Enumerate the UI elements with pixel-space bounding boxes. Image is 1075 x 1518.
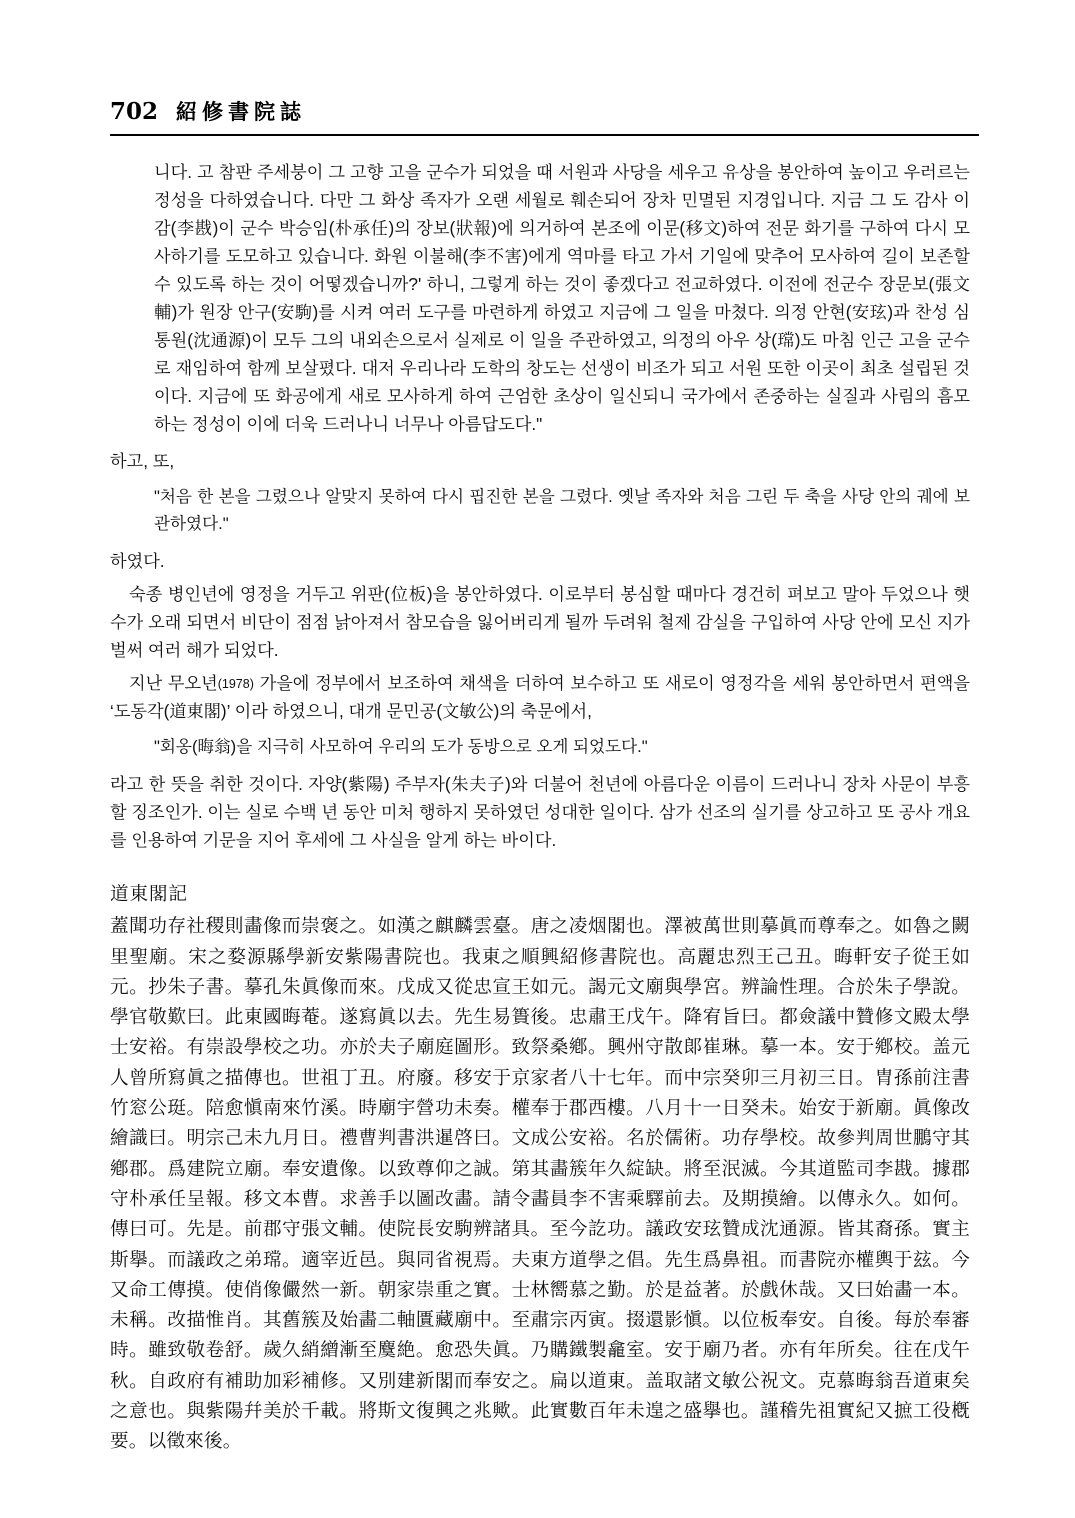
hanmun-body-text: 蓋聞功存社稷則畵像而崇褒之。如漢之麒麟雲臺。唐之凌烟閣也。澤被萬世則摹眞而尊奉之。如魯之闕里聖廟。宋之婺源縣學新安紫陽書院也。我東之順興紹修書院也。高麗忠烈王己丑。晦軒安子從王如元。抄朱子書。摹孔朱眞像而來。戊成又從忠宣王如元。謁元文廟與學宮。辨論性理。合於朱子學說。學官敬歎曰。此東國晦菴。遂寫眞以去。先生易簣後。忠肅王戊午。降宥旨曰。都僉議中贊修文殿太學士安裕。有崇設學校之功。亦於夫子廟庭圖形。致祭桑鄕。興州守散郞崔琳。摹一本。安于鄕校。盖元人曾所寫眞之描傳也。世祖丁丑。府廢。移安于京家者八十七年。而中宗癸卯三月初三日。胄孫前注書竹窓公珽。陪愈愼南來竹溪。時廟宇營功未奏。權奉于郡西樓。八月十一日癸未。始安于新廟。眞像改繪識曰。明宗己未九月日。禮曹判書洪暹啓曰。文成公安裕。名於儒術。功存學校。故參判周世鵬守其鄕郡。爲建院立廟。奉安遺像。以致尊仰之誠。第其畵簇年久綻缺。將至泯滅。今其道監司李戡。據郡守朴承任呈報。移文本曹。求善手以圖改畵。請令畵員李不害乘驛前去。及期摸繪。以傳永久。如何。傳曰可。先是。前郡守張文輔。使院長安駒辨諸具。至今訖功。議政安玹贊成沈通源。皆其裔孫。實主斯擧。而議政之弟瑺。適宰近邑。與同省視焉。夫東方道學之倡。先生爲鼻祖。而書院亦權輿于玆。今又命工傳摸。使俏像儼然一新。朝家崇重之實。士林嚮慕之勤。於是益著。於戲休哉。又曰始畵一本。未稱。改描惟肖。其舊簇及始畵二軸匱藏廟中。至肅宗丙寅。掇還影愼。以位板奉安。自後。每於奉審時。雖致敬卷舒。歲久綃繒漸至麌絶。愈恐失眞。乃購鐵製龕室。安于廟乃者。亦有年所矣。往在戊午秋。自政府有補助加彩補修。又別建新閣而奉安之。扁以道東。盖取諸文敏公祝文。克慕晦翁吾道東矣之意也。與紫陽幷美於千載。將斯文復興之兆歟。此實數百年未遑之盛擧也。謹稽先祖實紀又摭工役槪要。以徵來後。 — [110, 916, 970, 1453]
paragraph-hago-tto: 하고, 또, — [110, 451, 175, 472]
quote-block-first-portrait — [154, 484, 970, 538]
hanmun-section-title: 道東閣記 — [110, 884, 189, 906]
paragraph-muonyeon — [110, 669, 970, 725]
book-title: 紹修書院誌 — [176, 99, 307, 124]
paragraph-continuation-quote: 니다. 고 참판 주세붕이 그 고향 고을 군수가 되었을 때 서원과 사당을 세우고 유상을 봉안하여 높이고 우러르는 정성을 다하였습니다. 다만 그 화상 족자가 오랜 세월로 훼손되어 장차 민멸된 지경입니다. 지금 그 도 감사 이감(李戡)이 군수 박승임(朴承任)의 장보(狀報)에 의거하여 본조에 이문(移文)하여 전문 화기를 구하여 다시 모사하기를 도모하고 있습니다. 화원 이불해(李不害)에게 역마를 타고 가서 기일에 맞추어 모사하여 길이 보존할 수 있도록 하는 것이 어떻겠습니까?' 하니, 그렇게 하는 것이 좋겠다고 전교하였다. 이전에 전군수 장문보(張文輔)가 원장 안구(安駒)를 시켜 여러 도구를 마련하게 하였고 지금에 그 일을 마쳤다. 의정 안현(安玹)과 찬성 심통원(沈通源)이 모두 그의 내외손으로서 실제로 이 일을 주관하였고, 의정의 아우 상(瑺)도 마침 인근 고을 군수로 재임하여 함께 보살폈다. 대저 우리나라 도학의 창도는 선생이 비조가 되고 서원 또한 이곳이 최초 설립된 것이다. 지금에 또 화공에게 새로 모사하게 하여 근엄한 초상이 일신되니 국가에서 존중하는 실질과 사림의 흠모하는 정성이 이에 더욱 드러나니 너무나 아름답도다." — [154, 162, 970, 435]
paragraph-hayeotda: 하였다. — [110, 551, 165, 572]
quote-block-hoeong — [154, 734, 970, 761]
quote-text-first-portrait: "처음 한 본을 그렸으나 알맞지 못하여 다시 핍진한 본을 그렸다. 옛날 족자와 처음 그린 두 축을 사당 안의 궤에 보관하였다." — [154, 487, 970, 534]
page-header — [110, 96, 979, 132]
paragraph-sukjong: 숙종 병인년에 영정을 거두고 위판(位板)을 봉안하였다. 이로부터 봉심할 때마다 경건히 펴보고 말아 두었으나 햇수가 오래 되면서 비단이 점점 낡아져서 참모습을 잃어버리게 될까 두려워 철제 감실을 구입하여 사당 안에 모신 지가 벌써 여러 해가 되었다. — [110, 584, 970, 661]
paragraph-closing: 라고 한 뜻을 취한 것이다. 자양(紫陽) 주부자(朱夫子)와 더불어 천년에 아름다운 이름이 드러나니 장차 사문이 부흥할 징조인가. 이는 실로 수백 년 동안 미처 행하지 못하였던 성대한 일이다. 삼가 선조의 실기를 상고하고 또 공사 개요를 인용하여 기문을 지어 후세에 그 사실을 알게 하는 바이다. — [110, 774, 970, 851]
page-number: 702 — [110, 98, 159, 125]
body-column — [110, 158, 970, 1458]
quote-text-hoeong: "회옹(晦翁)을 지극히 사모하여 우리의 도가 동방으로 오게 되었도다." — [154, 737, 648, 757]
header-divider — [110, 134, 979, 136]
year-note: (1978) — [217, 677, 254, 692]
paragraph-muonyeon-part1: 지난 무오년 — [129, 673, 218, 694]
paragraph-muonyeon-part2: 가을에 정부에서 보조하여 채색을 더하여 보수하고 또 새로이 영정각을 세워 봉안하면서 편액을 ‘도동각(道東閣)’ 이라 하였으니, 대개 문민공(文敏公)의 축문에서, — [110, 673, 970, 722]
